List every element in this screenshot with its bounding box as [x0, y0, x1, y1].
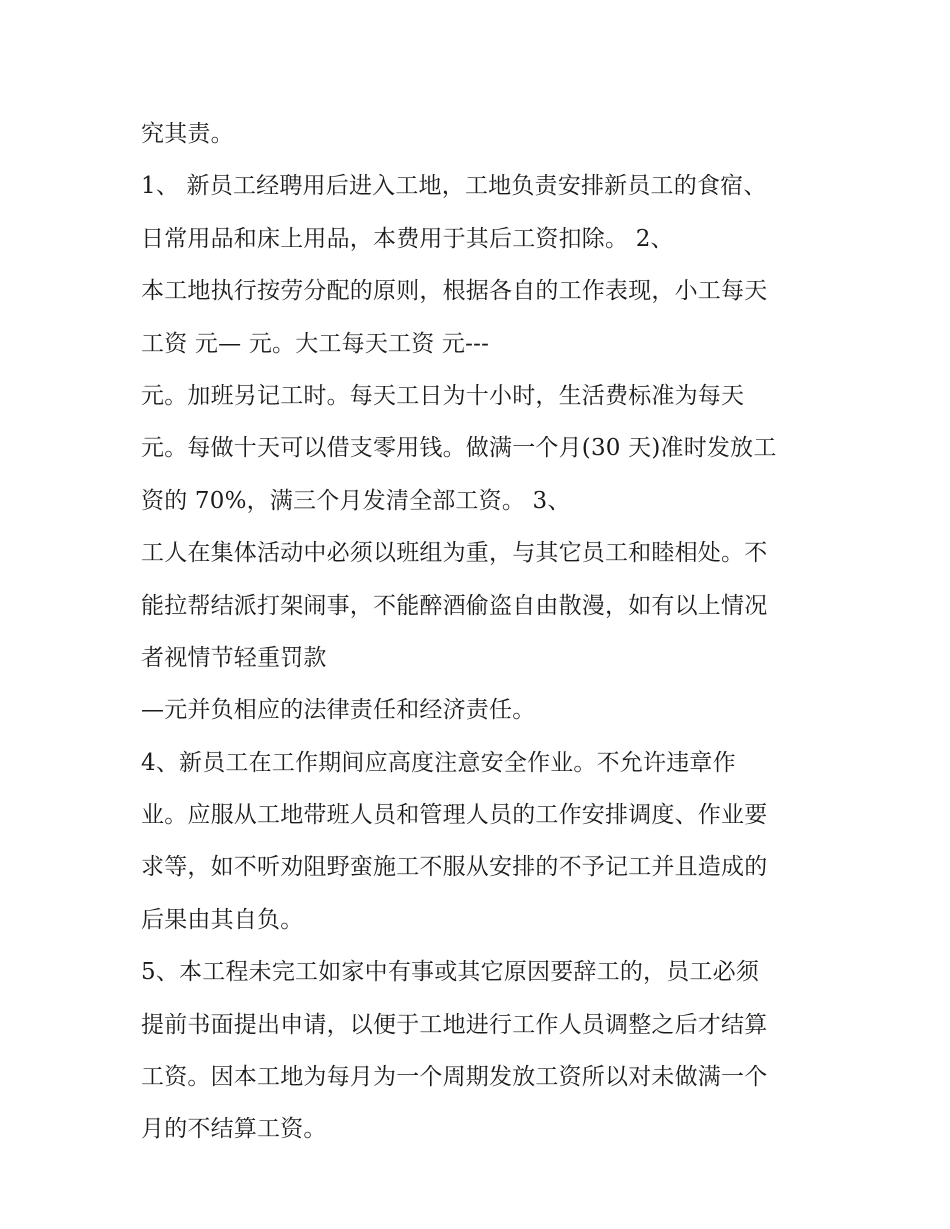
text-line: 业。应服从工地带班人员和管理人员的工作安排调度、作业要: [141, 802, 768, 829]
text-line: 工人在集体活动中必须以班组为重，与其它员工和睦相处。不: [141, 540, 768, 567]
text-line: 1、 新员工经聘用后进入工地，工地负责安排新员工的食宿、: [141, 173, 767, 200]
text-line: 5、本工程未完工如家中有事或其它原因要辞工的，员工必须: [141, 959, 760, 986]
text-line: 元。加班另记工时。每天工日为十小时，生活费标准为每天: [141, 382, 745, 409]
text-line: 能拉帮结派打架闹事，不能醉酒偷盗自由散漫，如有以上情况: [141, 592, 768, 619]
text-line: 后果由其自负。: [141, 906, 304, 933]
text-line: 工资 元— 元。大工每天工资 元---: [141, 330, 490, 357]
body-text: [141, 108, 821, 1156]
text-line: 究其责。: [141, 121, 234, 147]
text-line: 本工地执行按劳分配的原则，根据各自的工作表现，小工每天: [141, 278, 768, 305]
text-line: 工资。因本工地为每月为一个周期发放工资所以对未做满一个: [141, 1064, 768, 1091]
text-line: 资的 70%，满三个月发清全部工资。 3、: [141, 487, 571, 514]
text-line: 月的不结算工资。: [141, 1116, 327, 1143]
text-line: 4、新员工在工作期间应高度注意安全作业。不允许违章作: [141, 749, 736, 776]
text-line: 元。每做十天可以借支零用钱。做满一个月(30 天)准时发放工: [141, 435, 777, 462]
text-line: 提前书面提出申请，以便于工地进行工作人员调整之后才结算: [141, 1011, 768, 1038]
text-line: 日常用品和床上用品，本费用于其后工资扣除。 2、: [141, 225, 674, 252]
text-line: 求等，如不听劝阻野蛮施工不服从安排的不予记工并且造成的: [141, 854, 768, 881]
text-line: 者视情节轻重罚款: [141, 644, 327, 671]
text-line: —元并负相应的法律责任和经济责任。: [141, 697, 536, 724]
